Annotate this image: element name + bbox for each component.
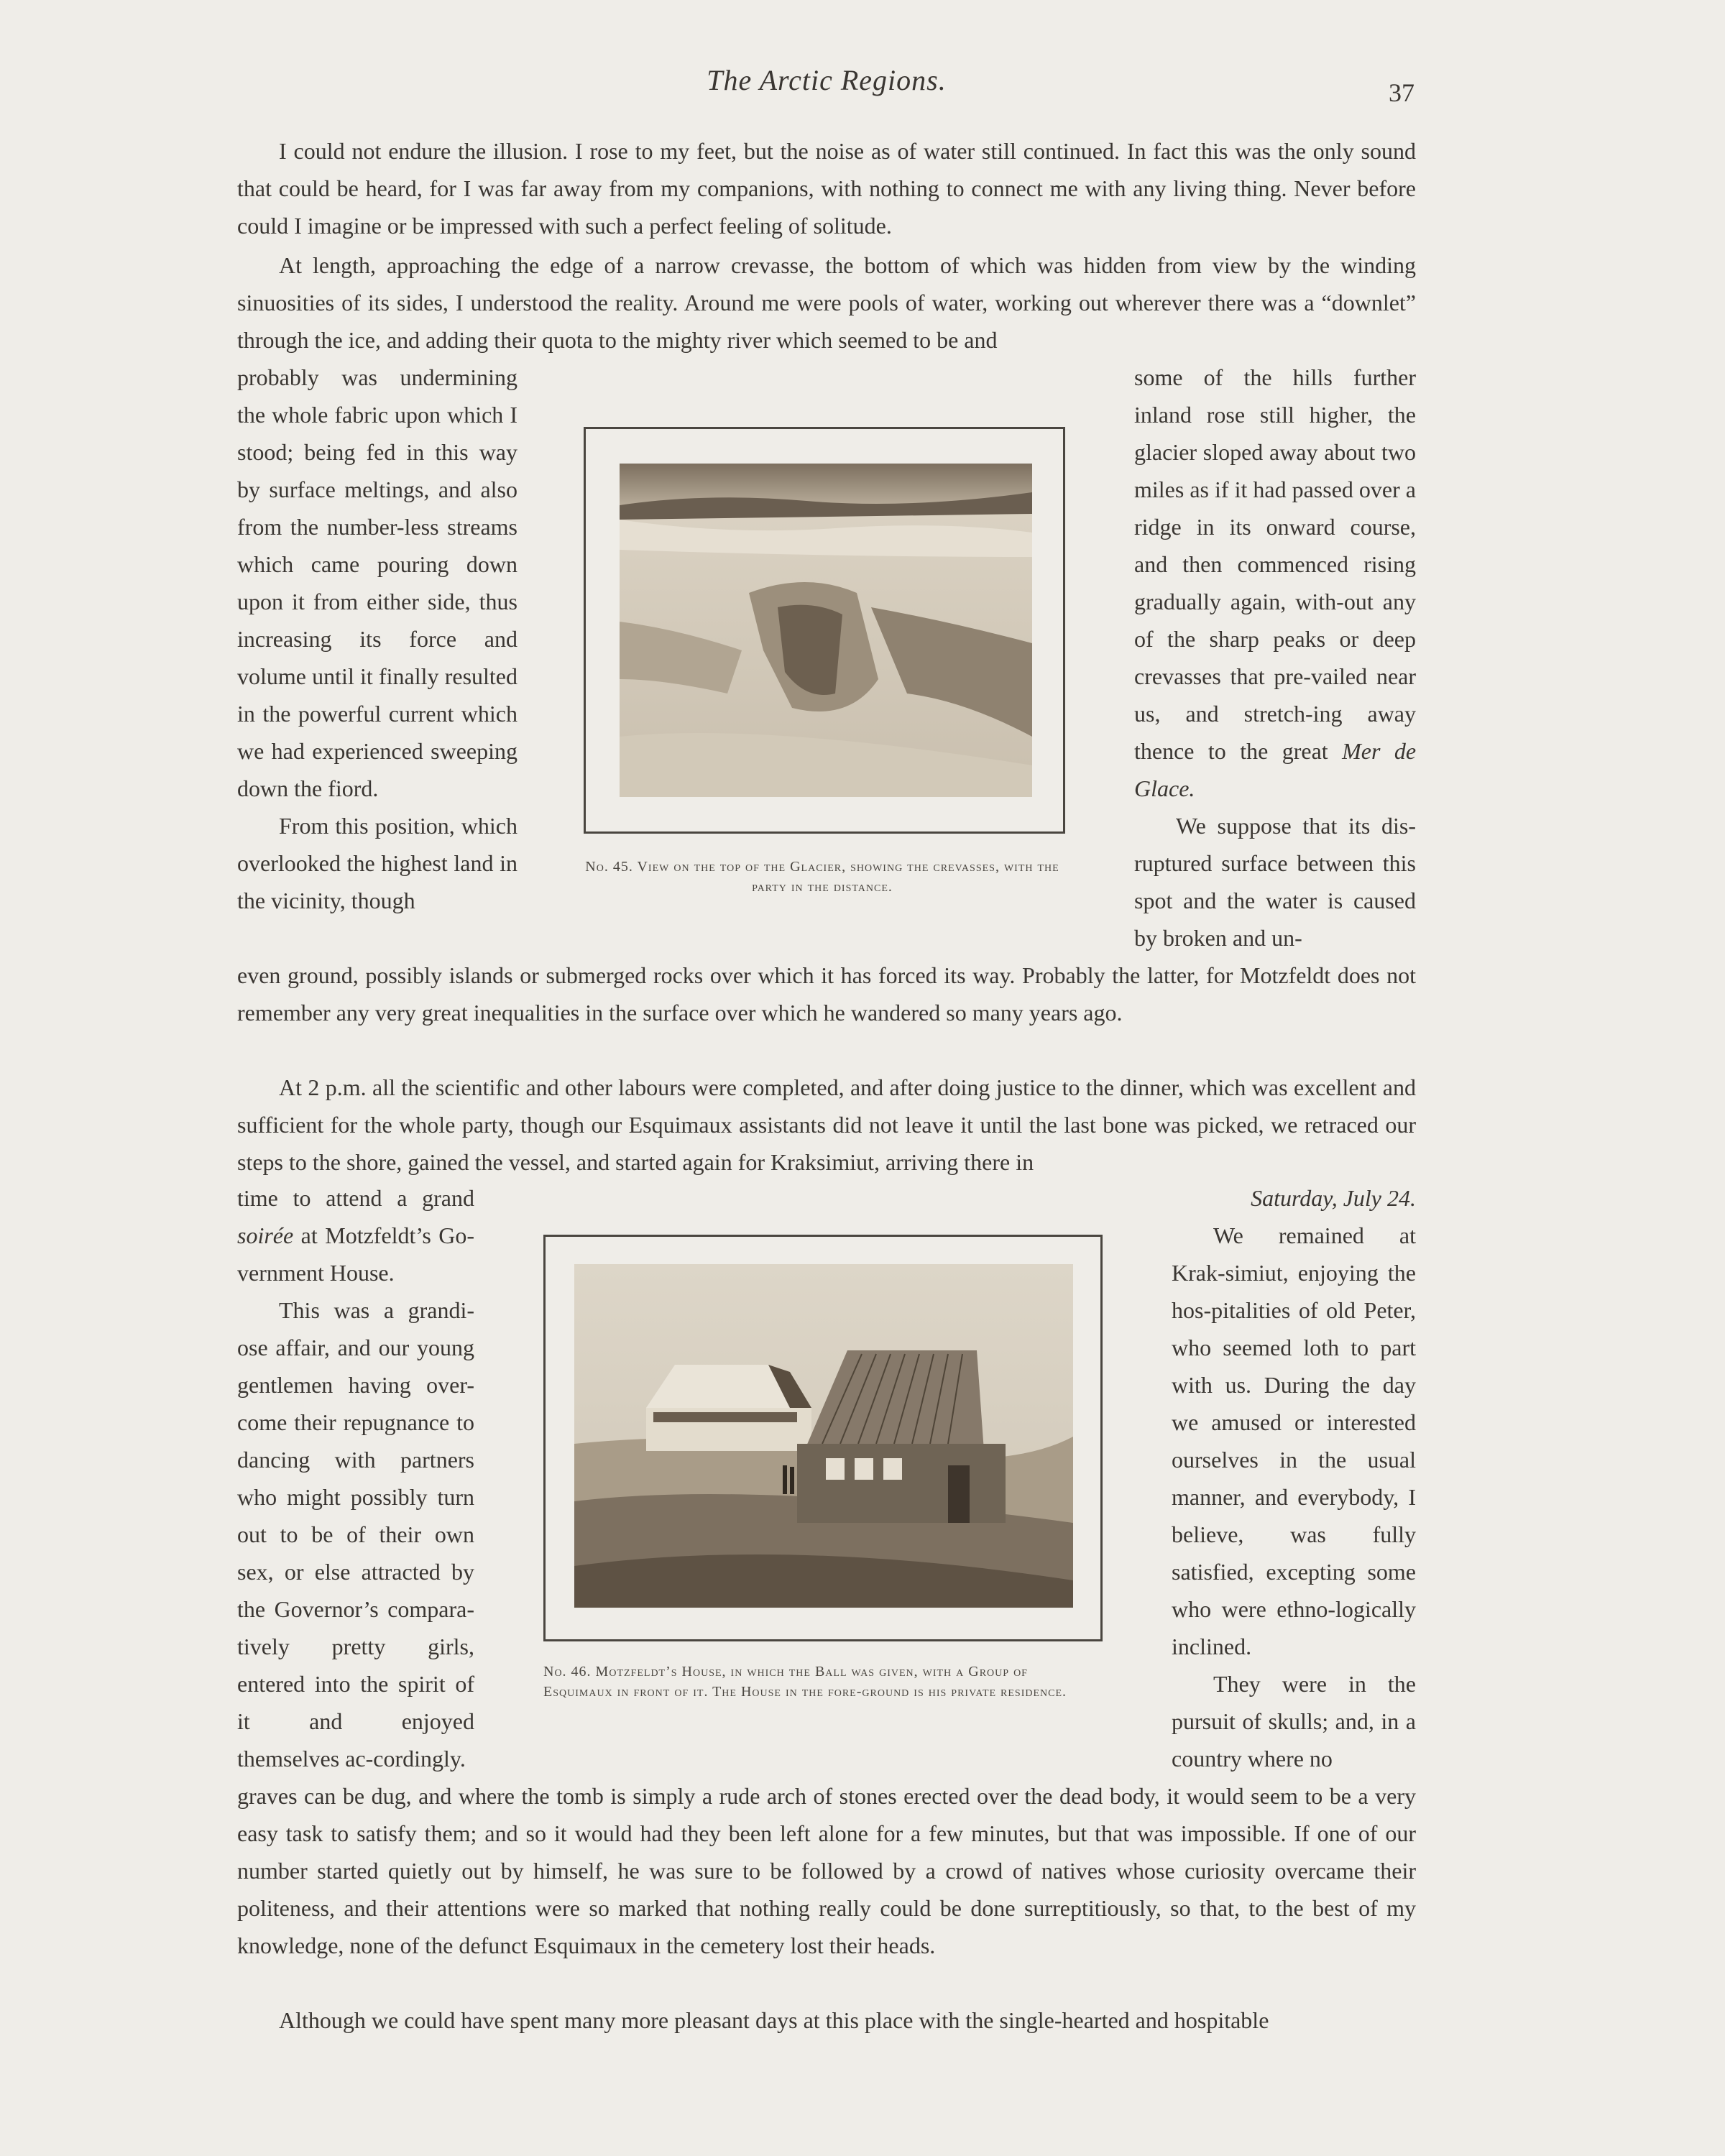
paragraph-hills (1134, 359, 1416, 807)
right-column-1 (1134, 359, 1416, 957)
running-title: The Arctic Regions. (707, 64, 947, 96)
paragraph-graves: graves can be dug, and where the tomb is simply a rude arch of stones erected over the dead body, it would seem to be a very easy task to satisfy them; and so it would had they been left alone for a few minutes, but that was impossible. If one of our number started quietly out by himself, he was sure to be followed by a crowd of natives whose curiosity overcame their politeness, and their attentions were so marked that nothing really could be done surreptitiously, so that, to the best of my knowledge, none of the defunct Esquimaux in the cemetery lost their heads. (237, 1783, 1416, 1958)
page-header (0, 63, 1725, 106)
paragraph-undermining: probably was undermining the whole fabric upon which I stood; being fed in this way by surface meltings, and also from the number-less streams which came pouring down upon it from either side, thus increasing its force and volume until it finally resulted in the powerful current which we had experienced sweeping down the fiord. (237, 364, 518, 801)
figure-45-caption: No. 45. View on the top of the Glacier, showing the crevasses, with the party in the distance. (585, 859, 1059, 895)
paragraph-kraksimiut: We remained at Krak-simiut, enjoying the hos-pitalities of old Peter, who seemed loth to part with us. During the day we amused or interested ourselves in the usual manner, and everybody, I believe, was fully satisfied, excepting some who were ethno-logically inclined. (1172, 1222, 1416, 1659)
mer-de-glace: Mer de Glace. (1134, 738, 1417, 801)
soiree-tail: at Motzfeldt’s Go-vernment House. (237, 1222, 474, 1286)
left-column-1 (237, 359, 518, 919)
soiree-lead: time to attend a grand (237, 1185, 474, 1211)
paragraph-2pm: At 2 p.m. all the scientific and other labours were completed, and after doing justice to the dinner, which was excellent and sufficient for the whole party, though our Esquimaux assistants did not leave it until the last bone was picked, we retraced our steps to the shore, gained the vessel, and started again for Kraksimiut, arriving there in (237, 1074, 1416, 1175)
paragraph-soiree (237, 1179, 474, 1291)
paragraph-disruptured: We suppose that its dis-ruptured surface between this spot and the water is caused by broken and un- (1134, 813, 1416, 951)
figure-46-caption: No. 46. Motzfeldt’s House, in which the Ball was given, with a Group of Esquimaux in front of it. The House in the fore-ground is his private residence. (543, 1664, 1067, 1700)
soiree-italic: soirée (237, 1222, 294, 1248)
left-column-2 (237, 1179, 474, 1777)
paragraph-crevasse: At length, approaching the edge of a narrow crevasse, the bottom of which was hidden from view by the winding sinuosities of its sides, I understood the reality. Around me were pools of water, working out wherever there was a “downlet” through the ice, and adding their quota to the mighty river which seemed to be and (237, 252, 1416, 353)
paragraph-although: Although we could have spent many more pleasant days at this place with the single-hearted and hospitable (279, 2007, 1269, 2033)
date-italic: Saturday, July 24. (1251, 1185, 1416, 1211)
glacier-photo (620, 464, 1032, 797)
paragraph-skulls: They were in the pursuit of skulls; and, in a country where no (1172, 1671, 1416, 1772)
house-photo (574, 1264, 1073, 1608)
page-number: 37 (1389, 78, 1414, 107)
paragraph-position: From this position, which overlooked the highest land in the vicinity, though (237, 813, 518, 913)
right-column-2 (1172, 1179, 1416, 1777)
figure-46-frame (543, 1235, 1103, 1641)
paragraph-illusion: I could not endure the illusion. I rose to my feet, but the noise as of water still continued. In fact this was the only sound that could be heard, for I was far away from my companions, with nothing to connect me with any living thing. Never before could I imagine or be impressed with such a perfect feeling of solitude. (237, 138, 1416, 239)
date-line (1172, 1179, 1416, 1217)
figure-45-frame (584, 427, 1065, 834)
paragraph-grandiose: This was a grandi-ose affair, and our young gentlemen having over-come their repugnance to dancing with partners who might possibly turn out to be of their own sex, or else attracted by the Governor’s compara-tively pretty girls, entered into the spirit of it and enjoyed themselves ac-cordingly. (237, 1297, 474, 1772)
hills-text: some of the hills further inland rose still higher, the glacier sloped away about two miles as if it had passed over a ridge in its onward course, and then commenced rising gradually again, with-out any of the sharp peaks or deep crevasses that pre-vailed near us, and stretch-ing away thence to the great (1134, 364, 1416, 764)
paragraph-uneven-ground: even ground, possibly islands or submerged rocks over which it has forced its way. Probably the latter, for Motzfeldt does not remember any very great inequalities in the surface over which he wandered so many years ago. (237, 962, 1416, 1026)
